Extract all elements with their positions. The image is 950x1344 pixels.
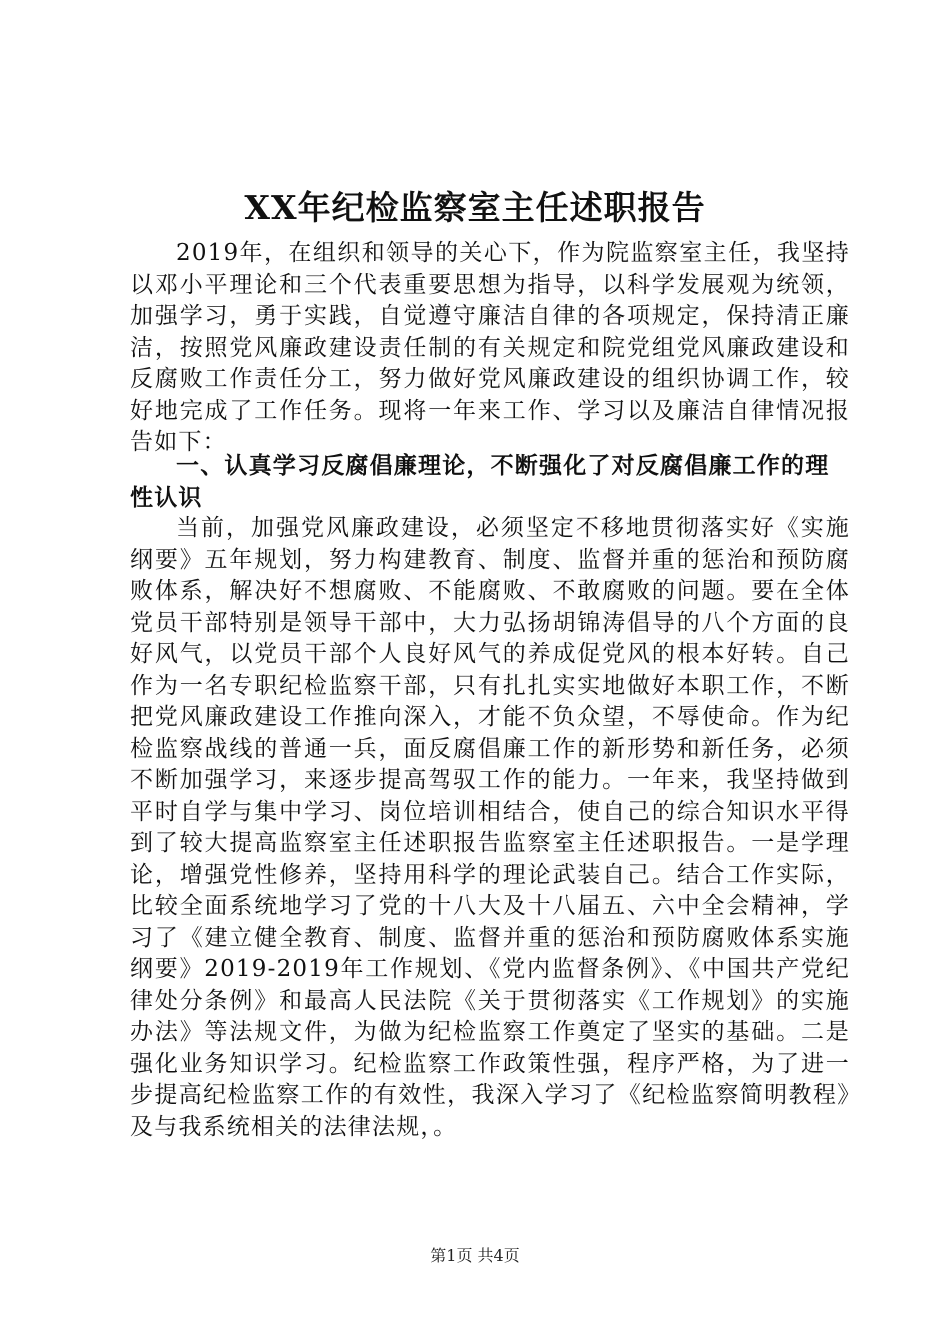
section-heading-1: 一、认真学习反腐倡廉理论，不断强化了对反腐倡廉工作的理性认识 [130, 453, 830, 511]
document-title: XX年纪检监察室主任述职报告 [244, 188, 706, 227]
section-1-paragraph: 当前，加强党风廉政建设，必须坚定不移地贯彻落实好《实施纲要》五年规划，努力构建教育、制度、监督并重的惩治和预防腐败体系，解决好不想腐败、不能腐败、不敢腐败的问题。要在全体党员干部特别是领导干部中，大力弘扬胡锦涛倡导的八个方面的良好风气，以党员干部个人良好风气的养成促党风的根本好转。自己作为一名专职纪检监察干部，只有扎扎实实地做好本职工作，不断把党风廉政建设工作推向深入，才能不负众望，不辱使命。作为纪检监察战线的普通一兵，面反腐倡廉工作的新形势和新任务，必须不断加强学习，来逐步提高驾驭工作的能力。一年来，我坚持做到平时自学与集中学习、岗位培训相结合，使自己的综合知识水平得到了较大提高监察室主任述职报告监察室主任述职报告。一是学理论，增强党性修养，坚持用科学的理论武装自己。结合工作实际，比较全面系统地学习了党的十八大及十八届五、六中全会精神，学习了《建立健全教育、制度、监督并重的惩治和预防腐败体系实施纲要》2019-2019年工作规划、《党内监督条例》、《中国共产党纪律处分条例》和最高人民法院《关于贯彻落实《工作规划》的实施办法》等法规文件，为做为纪检监察工作奠定了坚实的基础。二是强化业务知识学习。纪检监察工作政策性强，程序严格，为了进一步提高纪检监察工作的有效性，我深入学习了《纪检监察简明教程》及与我系统相关的法律法规，。 [130, 515, 850, 1140]
page-number-footer: 第1页 共4页 [430, 1246, 520, 1265]
intro-paragraph: 2019年，在组织和领导的关心下，作为院监察室主任，我坚持以邓小平理论和三个代表重要思想为指导，以科学发展观为统领，加强学习，勇于实践，自觉遵守廉洁自律的各项规定，保持清正廉洁，按照党风廉政建设责任制的有关规定和院党组党风廉政建设和反腐败工作责任分工，努力做好党风廉政建设的组织协调工作，较好地完成了工作任务。现将一年来工作、学习以及廉洁自律情况报告如下： [130, 240, 850, 455]
